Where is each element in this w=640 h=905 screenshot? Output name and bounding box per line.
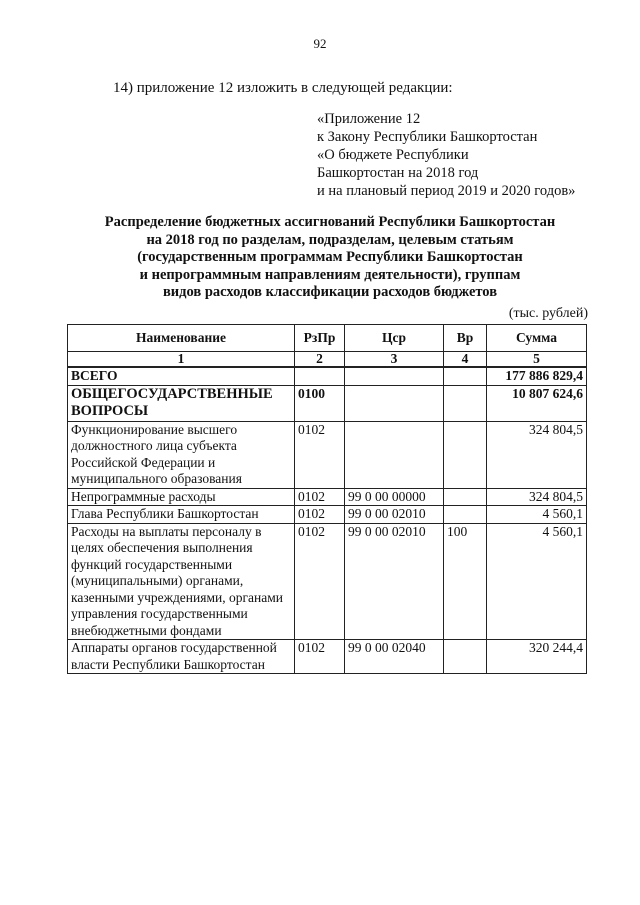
row-target <box>345 421 444 488</box>
row-target: 99 0 00 00000 <box>345 488 444 506</box>
table-row <box>68 640 587 674</box>
column-number: 1 <box>68 352 295 368</box>
row-sum: 4 560,1 <box>487 506 587 524</box>
row-sum: 324 804,5 <box>487 421 587 488</box>
budget-table <box>67 324 587 674</box>
row-sum: 320 244,4 <box>487 640 587 674</box>
row-code: 0102 <box>295 523 345 640</box>
row-name: ВСЕГО <box>68 367 295 385</box>
header-type: Вр <box>444 325 487 352</box>
table-row <box>68 506 587 524</box>
row-name: Непрограммные расходы <box>68 488 295 506</box>
row-target <box>345 385 444 421</box>
table-row <box>68 421 587 488</box>
intro-text: 14) приложение 12 изложить в следующей редакции: <box>113 80 453 96</box>
title-line: Распределение бюджетных ассигнований Республики Башкортостан <box>104 214 556 230</box>
row-code: 0102 <box>295 640 345 674</box>
header-name: Наименование <box>68 325 295 352</box>
column-number: 3 <box>345 352 444 368</box>
row-sum: 177 886 829,4 <box>487 367 587 385</box>
row-sum: 324 804,5 <box>487 488 587 506</box>
title-line: на 2018 год по разделам, подразделам, целевым статьям <box>146 231 514 248</box>
row-type: 100 <box>444 523 487 640</box>
table-header-row <box>68 325 587 352</box>
row-code: 0102 <box>295 488 345 506</box>
row-type <box>444 421 487 488</box>
column-number-row <box>68 352 587 368</box>
column-number: 2 <box>295 352 345 368</box>
appendix-note-line: и на плановый период 2019 и 2020 годов» <box>317 183 576 199</box>
header-code: РзПр <box>295 325 345 352</box>
row-target: 99 0 00 02010 <box>345 506 444 524</box>
title-line: и непрограммным направлениям деятельности), группам <box>139 266 521 283</box>
appendix-note-line: «О бюджете Республики <box>317 147 469 163</box>
table-row <box>68 488 587 506</box>
row-target: 99 0 00 02040 <box>345 640 444 674</box>
row-name: Функционирование высшего должностного лица субъекта Российской Федерации и муниципального образования <box>68 421 295 488</box>
row-target <box>345 367 444 385</box>
row-type <box>444 640 487 674</box>
title-line: видов расходов классификации расходов бюджетов <box>162 284 498 300</box>
table-row <box>68 385 587 421</box>
row-type <box>444 367 487 385</box>
row-sum: 4 560,1 <box>487 523 587 640</box>
header-target: Цср <box>345 325 444 352</box>
appendix-note-line: Башкортостан на 2018 год <box>317 165 479 181</box>
column-number: 4 <box>444 352 487 368</box>
header-sum: Сумма <box>487 325 587 352</box>
column-number: 5 <box>487 352 587 368</box>
page-number: 92 <box>313 36 327 51</box>
title-line: (государственным программам Республики Башкортостан <box>137 249 523 265</box>
row-target: 99 0 00 02010 <box>345 523 444 640</box>
document-title <box>70 214 590 302</box>
row-name: Расходы на выплаты персоналу в целях обеспечения выполнения функций государственными (муниципальными) органами, казенными учреждениями, органами управления государственными внебюджетными фондами <box>68 523 295 640</box>
row-name: Глава Республики Башкортостан <box>68 506 295 524</box>
row-type <box>444 385 487 421</box>
row-name: Аппараты органов государственной власти Республики Башкортостан <box>68 640 295 674</box>
row-code: 0100 <box>295 385 345 421</box>
row-type <box>444 506 487 524</box>
row-name: ОБЩЕГОСУДАРСТВЕННЫЕ ВОПРОСЫ <box>68 385 295 421</box>
row-type <box>444 488 487 506</box>
appendix-note-line: «Приложение 12 <box>317 111 421 127</box>
row-code: 0102 <box>295 506 345 524</box>
table-row <box>68 523 587 640</box>
units-label: (тыс. рублей) <box>508 306 588 321</box>
row-code <box>295 367 345 385</box>
table-row-total <box>68 367 587 385</box>
appendix-note <box>317 110 575 200</box>
row-code: 0102 <box>295 421 345 488</box>
appendix-note-line: к Закону Республики Башкортостан <box>317 129 538 145</box>
row-sum: 10 807 624,6 <box>487 385 587 421</box>
